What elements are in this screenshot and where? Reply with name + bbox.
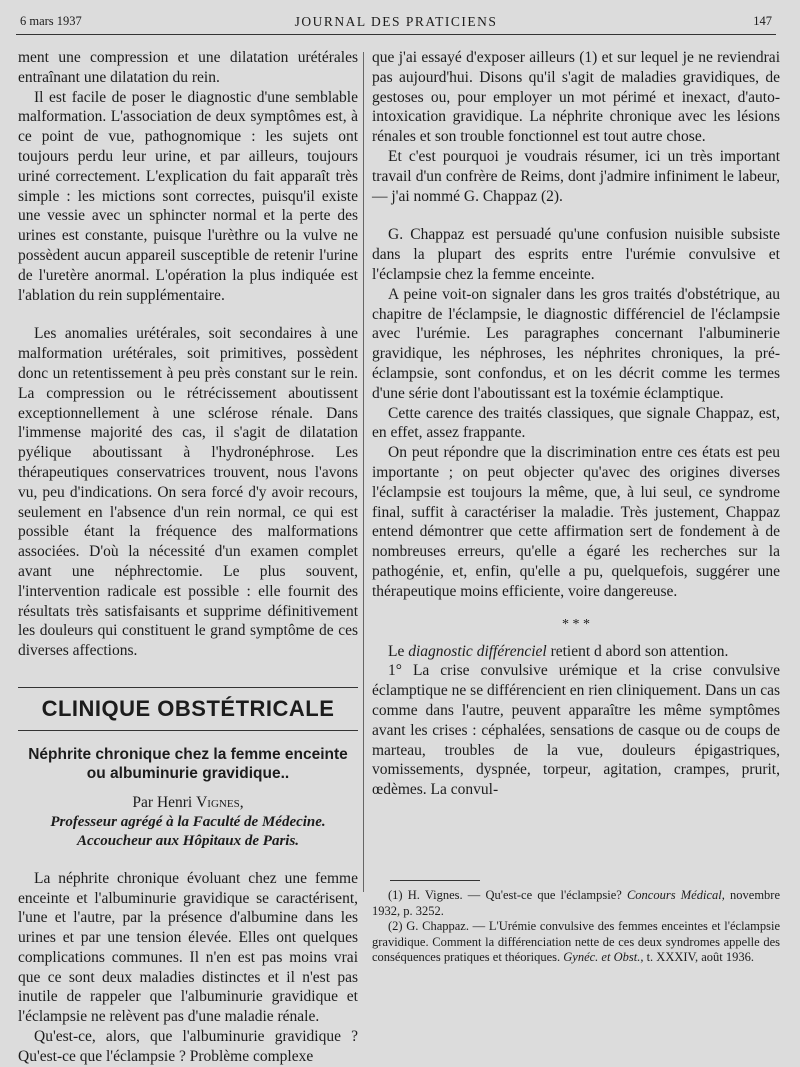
paragraph: ment une compression et une dilatation urétérales entraînant une dilatation du rein. <box>18 49 358 86</box>
left-column <box>18 48 358 1067</box>
emphasis: Concours Médical, <box>626 888 725 902</box>
article-title: Néphrite chronique chez la femme enceinte ou albuminurie gravidique.. <box>28 745 348 782</box>
emphasis: diagnostic différenciel <box>408 642 547 660</box>
paragraph: Les anomalies urétérales, soit secondaires à une malformation urétérales, soit primitives, possèdent donc un retentissement à peu près constant sur le rein. La compression ou le rétrécissement aboutissent exceptionnellement à une sclérose rénale. Dans l'immense majorité des cas, il s'agit de dilatation pyélique aboutissant à l'hydronéphrose. Les thérapeutiques conservatrices trouvent, nous l'avons vu, peu d'indications. On sera forcé d'y avoir recours, seulement en l'absence d'un rein normal, ce qui est possible étant la fréquence des malformations associées. D'où la nécessité d'un examen complet avant une néphrectomie. Le plus souvent, l'intervention radicale est possible : elle fournit des résultats très satisfaisants et supprime définitivement les douleurs qui constituent le grand symptôme de ces diverses affections. <box>18 325 358 660</box>
text-run: retient d abord son attention. <box>546 642 729 660</box>
author-affiliation: Accoucheur aux Hôpitaux de Paris. <box>76 832 300 849</box>
emphasis: Gynéc. et Obst., <box>563 950 644 964</box>
header-rule <box>16 34 776 35</box>
paragraph: On peut répondre que la discrimination entre ces états est peu importante ; on peut objecter qu'avec des origines diverses l'éclampsie est toujours la même, que, à lui seul, ce syndrome final, suffit à caractériser la maladie. Très justement, Chappaz entend démontrer que cette affirmation sert de fondement à de nombreuses erreurs, qu'elle a égaré les recherches sur la pathogénie, et, enfin, qu'elle a pu, quelquefois, suggérer une thérapeutique moins efficiente, voire dangereuse. <box>372 444 780 600</box>
paragraph: La néphrite chronique évoluant chez une femme enceinte et l'albuminurie gravidique se caractérisent, l'une et l'autre, par la présence d'albumine dans les urines et par une tension élevée. Elles ont quelques complications communes. Il n'en est pas moins vrai que ce sont deux maladies distinctes et il n'est pas inutile de rappeler que l'albuminurie gravidique et l'éclampsie ne relèvent pas d'une maladie rénale. <box>18 869 358 1026</box>
right-column <box>372 48 780 800</box>
paragraph: Cette carence des traités classiques, que signale Chappaz, est, en effet, assez frappante. <box>372 404 780 442</box>
paragraph: Et c'est pourquoi je voudrais résumer, ici un très important travail d'un confrère de Reims, dont j'admire infiniment le labeur, — j'ai nommé G. Chappaz (2). <box>372 147 780 205</box>
article-author <box>18 793 358 813</box>
author-name: Vignes, <box>196 793 244 811</box>
footnote-rule <box>390 880 480 881</box>
page-number: 147 <box>753 14 772 28</box>
footnotes <box>372 888 780 966</box>
running-header <box>20 14 772 36</box>
section-separator: * * * <box>562 616 590 632</box>
paragraph: A peine voit-on signaler dans les gros traités d'obstétrique, au chapitre de l'éclampsie, le diagnostic différenciel de l'éclampsie avec l'urémie. Les paragraphes concernant l'albuminerie gravidique, les néphroses, les néphrites chroniques, la prééclampsie, sont confondus, et on les décrit comme les termes d'une série dont l'aboutissant est la toxémie éclamptique. <box>372 285 780 402</box>
text-run: (1) H. Vignes. — Qu'est-ce que l'éclampsie? <box>388 888 627 902</box>
footnote <box>372 888 780 919</box>
author-affiliation: Professeur agrégé à la Faculté de Médecine. <box>50 813 326 830</box>
text-run: (2) G. Chappaz. — L'Urémie convulsive des femmes enceintes et l'éclampsie gravidique. Comment la différenciation nette de ces deux syndromes appelle des conséquences pratiques et théoriques. <box>372 919 780 964</box>
text-run: t. XXXIV, août 1936. <box>643 950 754 964</box>
journal-title: JOURNAL DES PRATICIENS <box>294 14 498 29</box>
issue-date: 6 mars 1937 <box>20 14 82 28</box>
footnote <box>372 919 780 966</box>
paragraph: Il est facile de poser le diagnostic d'une semblable malformation. L'association de deux symptômes est, à ce point de vue, pathognomique : les sujets ont toujours perdu leur urine, et par ailleurs, toujours uriné correctement. L'explication du fait apparaît très simple : les mictions sont correctes, puisqu'il existe une vessie avec un sphincter normal et la perte des urines est constante, puisque l'urèthre ou la vulve ne possèdent aucun appareil susceptible de retenir l'urine de l'uretère anormal. L'opération la plus indiquée est l'ablation du rein supplémentaire. <box>18 88 358 304</box>
text-run: Le <box>388 642 409 660</box>
author-prefix: Par Henri <box>132 793 197 811</box>
paragraph: G. Chappaz est persuadé qu'une confusion nuisible subsiste dans la plupart des esprits entre l'urémie convulsive et l'éclampsie chez la femme enceinte. <box>372 226 780 283</box>
paragraph: que j'ai essayé d'exposer ailleurs (1) et sur lequel je ne reviendrai pas aujourd'hui. Disons qu'il s'agit de maladies gravidiques, de gestoses ou, pour employer un mot périmé et inexact, d'auto-intoxication gravidique. La néphrite chronique avec les lésions rénales et son trouble fonctionnel est tout autre chose. <box>372 49 780 146</box>
section-title: CLINIQUE OBSTÉTRICALE <box>18 687 358 731</box>
paragraph: 1° La crise convulsive urémique et la crise convulsive éclamptique ne se différencient en rien cliniquement. Dans un cas comme dans l'autre, peuvent apparaître les même symptômes avant les crises : céphalées, sensations de casque ou de coups de marteau, troubles de la vue, douleurs épigastriques, vomissements, dyspnée, torpeur, agitation, crampes, prurit, œdèmes. La convul- <box>372 662 780 799</box>
paragraph <box>372 642 780 662</box>
text-run: novembre 1932, p. 3252. <box>372 888 780 918</box>
paragraph: Qu'est-ce, alors, que l'albuminurie gravidique ? Qu'est-ce que l'éclampsie ? Problème complexe <box>18 1028 358 1065</box>
column-divider <box>363 52 364 892</box>
